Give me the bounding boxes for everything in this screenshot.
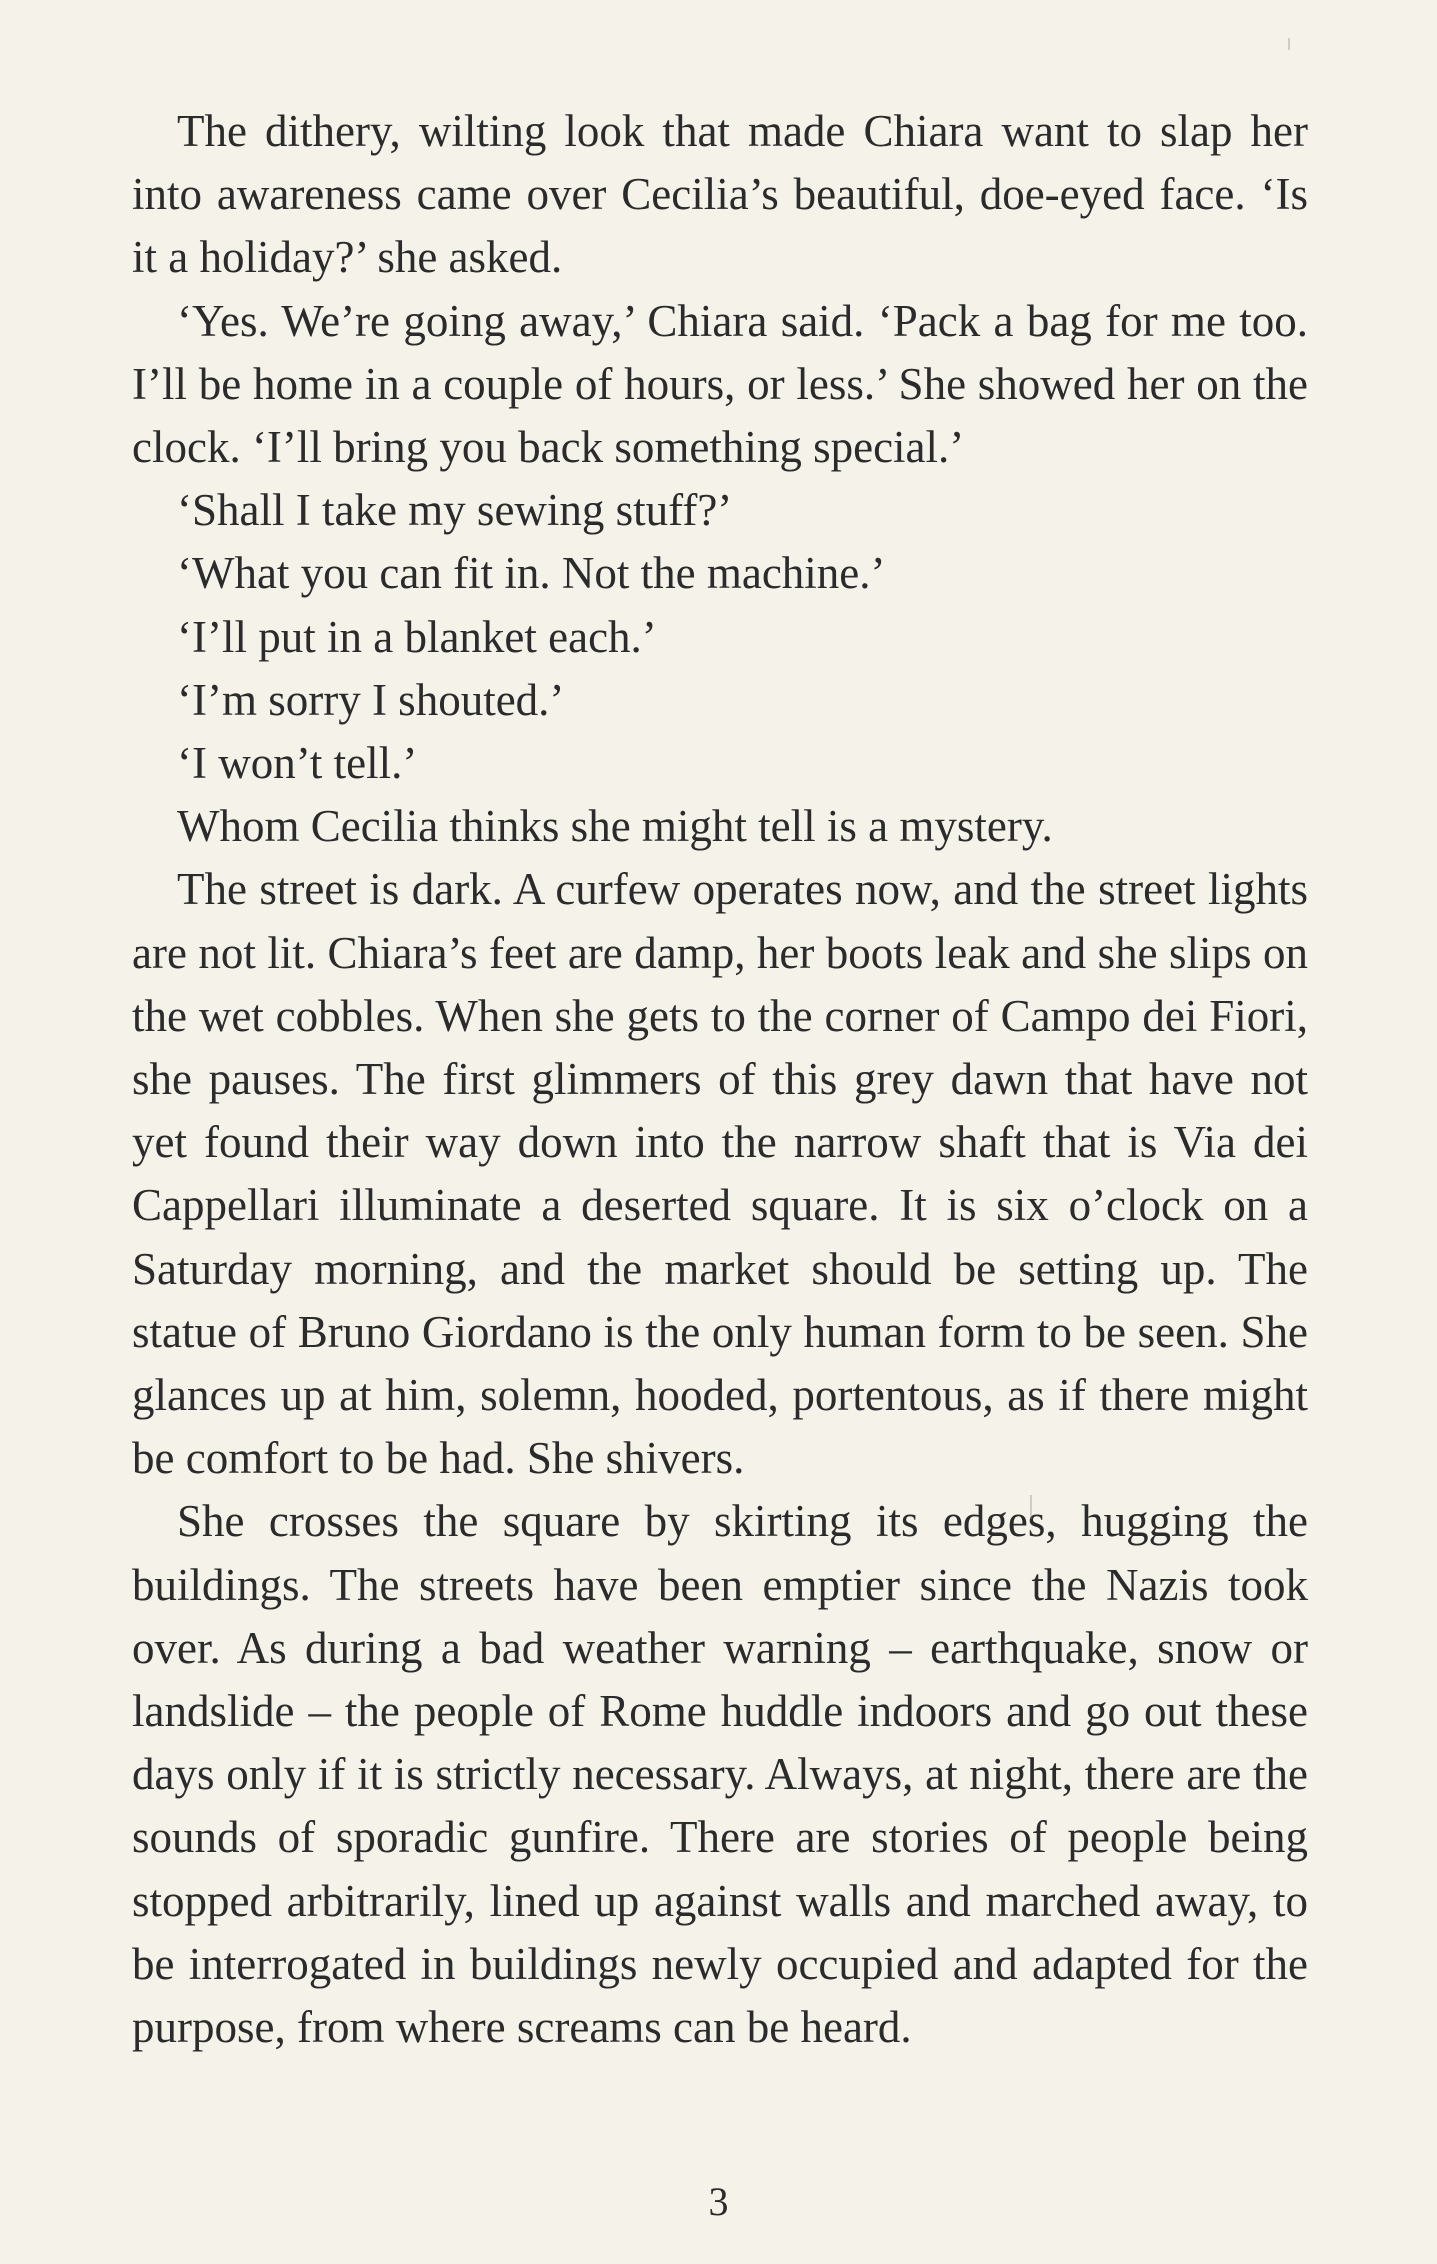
- scan-mark: [1030, 1495, 1032, 1519]
- paragraph: ‘I’m sorry I shouted.’: [177, 674, 565, 725]
- paragraph: ‘Yes. We’re going away,’ Chiara said. ‘Pack a bag for me too. I’ll be home in a couple of hours, or less.’ She showed her on the clock. ‘I’ll bring you back something special.’: [132, 295, 1308, 473]
- paragraph: Whom Cecilia thinks she might tell is a mystery.: [177, 801, 1053, 852]
- paragraph: ‘Shall I take my sewing stuff?’: [177, 485, 733, 536]
- body-text: [132, 100, 1308, 2059]
- paragraph: The dithery, wilting look that made Chiara want to slap her into awareness came over Cecilia’s beautiful, doe-eyed face. ‘Is it a holiday?’ she asked.: [132, 106, 1308, 283]
- paragraph: The street is dark. A curfew operates now, and the street lights are not lit. Chiara’s feet are damp, her boots leak and she slips on the wet cobbles. When she gets to the corner of Campo dei Fiori, she pauses. The first glimmers of this grey dawn that have not yet found their way down into the narrow shaft that is Via dei Cappellari illuminate a deserted square. It is six o’clock on a Saturday morning, and the market should be setting up. The statue of Bruno Giordano is the only human form to be seen. She glances up at him, solemn, hooded, portentous, as if there might be comfort to be had. She shivers.: [132, 864, 1308, 1484]
- paragraph: ‘I’ll put in a blanket each.’: [177, 611, 657, 662]
- scan-mark: [1288, 38, 1290, 50]
- paragraph: She crosses the square by skirting its edges, hugging the buildings. The streets have been emptier since the Nazis took over. As during a bad weather warning – earthquake, snow or landslide – the people of Rome huddle indoors and go out these days only if it is strictly necessary. Always, at night, there are the sounds of sporadic gunfire. There are stories of people being stopped arbitrarily, lined up against walls and marched away, to be interrogated in buildings newly occupied and adapted for the purpose, from where screams can be heard.: [132, 1496, 1308, 2053]
- paragraph: ‘What you can fit in. Not the machine.’: [177, 548, 886, 599]
- page-number: 3: [708, 2179, 729, 2224]
- paragraph: ‘I won’t tell.’: [177, 738, 418, 789]
